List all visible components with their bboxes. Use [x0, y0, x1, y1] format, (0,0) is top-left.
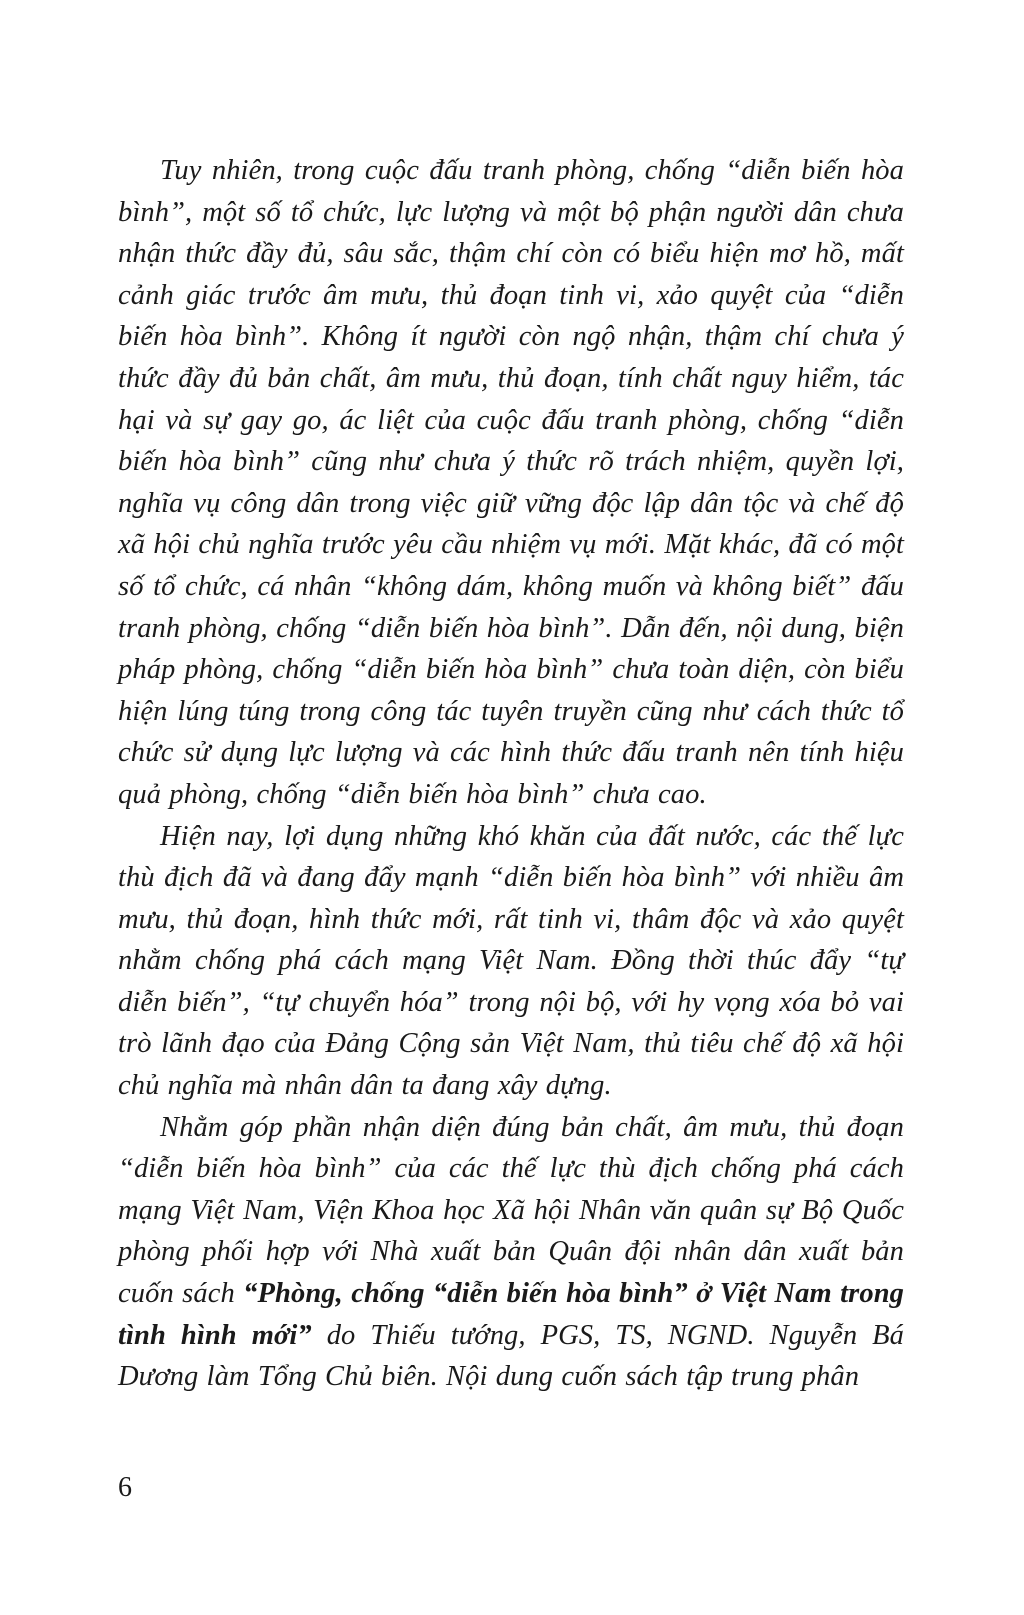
- paragraph-1: Tuy nhiên, trong cuộc đấu tranh phòng, chống “diễn biến hòa bình”, một số tổ chức, lực lượng và một bộ phận người dân chưa nhận thức đầy đủ, sâu sắc, thậm chí còn có biểu hiện mơ hồ, mất cảnh giác trước âm mưu, thủ đoạn tinh vi, xảo quyệt của “diễn biến hòa bình”. Không ít người còn ngộ nhận, thậm chí chưa ý thức đầy đủ bản chất, âm mưu, thủ đoạn, tính chất nguy hiểm, tác hại và sự gay go, ác liệt của cuộc đấu tranh phòng, chống “diễn biến hòa bình” cũng như chưa ý thức rõ trách nhiệm, quyền lợi, nghĩa vụ công dân trong việc giữ vững độc lập dân tộc và chế độ xã hội chủ nghĩa trước yêu cầu nhiệm vụ mới. Mặt khác, đã có một số tổ chức, cá nhân “không dám, không muốn và không biết” đấu tranh phòng, chống “diễn biến hòa bình”. Dẫn đến, nội dung, biện pháp phòng, chống “diễn biến hòa bình” chưa toàn diện, còn biểu hiện lúng túng trong công tác tuyên truyền cũng như cách thức tổ chức sử dụng lực lượng và các hình thức đấu tranh nên tính hiệu quả phòng, chống “diễn biến hòa bình” chưa cao.: [118, 155, 904, 810]
- page-content: [118, 150, 904, 1398]
- book-title: “Phòng, chống “diễn biến hòa bình” ở Việt Nam trong tình hình mới”: [118, 1278, 904, 1351]
- page-number: 6: [118, 1472, 132, 1503]
- paragraph-3-text-before: Nhằm góp phần nhận diện đúng bản chất, âm mưu, thủ đoạn “diễn biến hòa bình” của các thế lực thù địch chống phá cách mạng Việt Nam, Viện Khoa học Xã hội Nhân văn quân sự Bộ Quốc phòng phối hợp với Nhà xuất bản Quân đội nhân dân xuất bản cuốn sách: [118, 1111, 904, 1310]
- paragraph-3-text-after: do Thiếu tướng, PGS, TS, NGND. Nguyễn Bá Dương làm Tổng Chủ biên. Nội dung cuốn sách tập trung phân: [118, 1319, 904, 1393]
- paragraph-3: [118, 1107, 904, 1398]
- paragraph-2: Hiện nay, lợi dụng những khó khăn của đất nước, các thế lực thù địch đã và đang đẩy mạnh “diễn biến hòa bình” với nhiều âm mưu, thủ đoạn, hình thức mới, rất tinh vi, thâm độc và xảo quyệt nhằm chống phá cách mạng Việt Nam. Đồng thời thúc đẩy “tự diễn biến”, “tự chuyển hóa” trong nội bộ, với hy vọng xóa bỏ vai trò lãnh đạo của Đảng Cộng sản Việt Nam, thủ tiêu chế độ xã hội chủ nghĩa mà nhân dân ta đang xây dựng.: [118, 820, 904, 1102]
